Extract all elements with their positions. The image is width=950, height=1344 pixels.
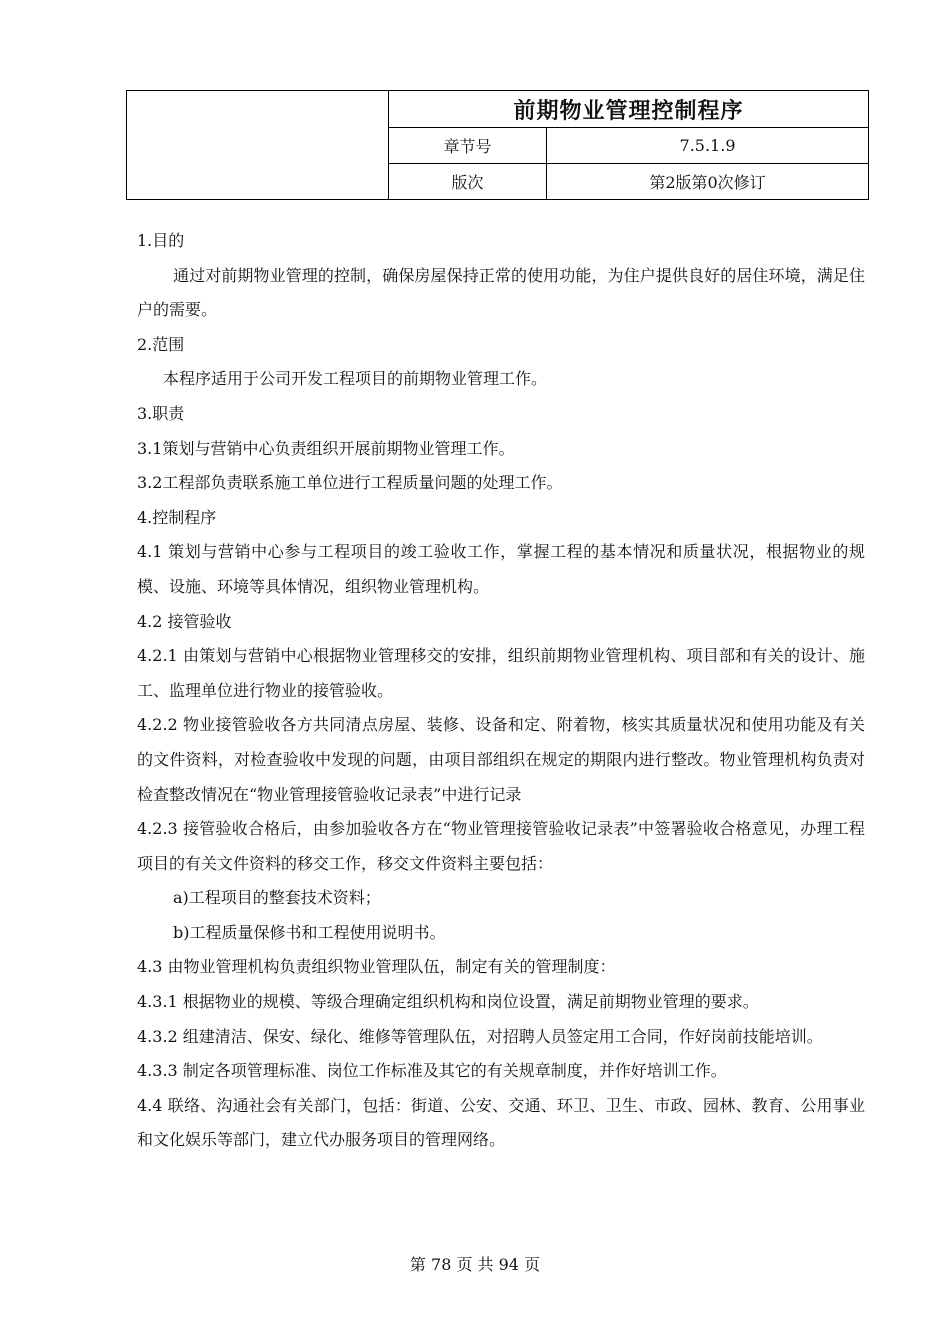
paragraph: 3.1策划与营销中心负责组织开展前期物业管理工作。 bbox=[137, 438, 515, 458]
page-footer: 第 78 页 共 94 页 bbox=[409, 1255, 541, 1274]
paragraph: 4.控制程序 bbox=[137, 507, 217, 527]
paragraph: 4.3 由物业管理机构负责组织物业管理队伍，制定有关的管理制度： bbox=[137, 957, 616, 977]
paragraph: 4.3.1 根据物业的规模、等级合理确定组织机构和岗位设置，满足前期物业管理的要求。 bbox=[137, 992, 759, 1012]
paragraph: 4.3.2 组建清洁、保安、绿化、维修等管理队伍，对招聘人员签定用工合同，作好岗前技能培训。 bbox=[137, 1026, 823, 1046]
paragraph: 4.2.2 物业接管验收各方共同清点房屋、装修、设备和定、附着物，核实其质量状况和使用功能及有关的文件资料，对检查验收中发现的问题，由项目部组织在规定的期限内进行整改。物业管理机构负责对检查整改情况在“物业管理接管验收记录表”中进行记录 bbox=[137, 715, 865, 804]
document-title: 前期物业管理控制程序 bbox=[389, 91, 869, 128]
document-header-table bbox=[126, 90, 869, 200]
paragraph: 2.范围 bbox=[137, 334, 185, 354]
paragraph: 4.2.3 接管验收合格后，由参加验收各方在“物业管理接管验收记录表”中签署验收合格意见，办理工程项目的有关文件资料的移交工作，移交文件资料主要包括： bbox=[137, 819, 865, 873]
revision-value: 第2版第0次修订 bbox=[547, 164, 869, 200]
paragraph: 4.4 联络、沟通社会有关部门，包括：街道、公安、交通、环卫、卫生、市政、园林、教育、公用事业和文化娱乐等部门，建立代办服务项目的管理网络。 bbox=[137, 1095, 865, 1150]
revision-label: 版次 bbox=[389, 164, 547, 200]
paragraph: 3.2工程部负责联系施工单位进行工程质量问题的处理工作。 bbox=[137, 473, 563, 493]
paragraph: 4.2 接管验收 bbox=[137, 611, 232, 631]
paragraph: 4.2.1 由策划与营销中心根据物业管理移交的安排，组织前期物业管理机构、项目部和有关的设计、施工、监理单位进行物业的接管验收。 bbox=[137, 646, 865, 700]
paragraph: 3.职责 bbox=[137, 403, 185, 423]
paragraph: b)工程质量保修书和工程使用说明书。 bbox=[173, 922, 446, 942]
logo-blank-cell bbox=[127, 91, 389, 200]
paragraph: 4.3.3 制定各项管理标准、岗位工作标准及其它的有关规章制度，并作好培训工作。 bbox=[137, 1061, 727, 1081]
paragraph: 4.1 策划与营销中心参与工程项目的竣工验收工作，掌握工程的基本情况和质量状况，根据物业的规模、设施、环境等具体情况，组织物业管理机构。 bbox=[137, 542, 865, 596]
paragraph: 通过对前期物业管理的控制，确保房屋保持正常的使用功能，为住户提供良好的居住环境，满足住户的需要。 bbox=[137, 265, 865, 320]
document-body bbox=[137, 224, 865, 1158]
paragraph: 本程序适用于公司开发工程项目的前期物业管理工作。 bbox=[163, 369, 548, 389]
paragraph: a)工程项目的整套技术资料； bbox=[173, 888, 381, 908]
paragraph: 1.目的 bbox=[137, 231, 185, 250]
section-number-label: 章节号 bbox=[389, 128, 547, 164]
section-number-value: 7.5.1.9 bbox=[547, 128, 869, 164]
